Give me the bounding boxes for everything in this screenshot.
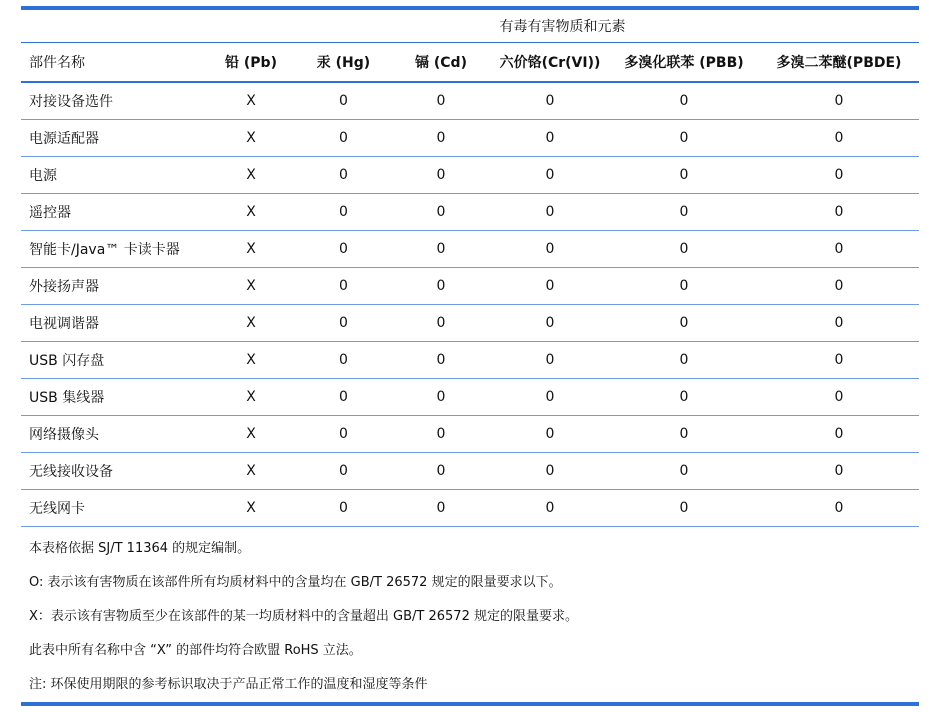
substance-value-cell: 0 [491,231,609,268]
substance-value-cell: 0 [491,305,609,342]
group-header: 有毒有害物质和元素 [206,10,919,43]
part-name-cell: USB 闪存盘 [21,342,206,379]
substance-value-cell: 0 [609,416,759,453]
substance-value-cell: 0 [391,82,491,120]
substance-value-cell: 0 [296,194,391,231]
substance-value-cell: X [206,416,296,453]
substance-value-cell: 0 [491,342,609,379]
substance-value-cell: 0 [759,416,919,453]
substance-value-cell: 0 [391,379,491,416]
substance-value-cell: 0 [759,453,919,490]
group-header-row [21,10,919,43]
part-name-cell: 电视调谐器 [21,305,206,342]
substance-value-cell: 0 [759,305,919,342]
substance-value-cell: 0 [759,82,919,120]
substance-value-cell: 0 [296,231,391,268]
hazardous-substances-table [21,10,919,527]
column-header-row [21,43,919,83]
substance-value-cell: 0 [491,379,609,416]
substance-value-cell: 0 [759,268,919,305]
substance-value-cell: 0 [609,342,759,379]
column-header: 部件名称 [29,55,85,71]
substance-value-cell: X [206,157,296,194]
part-name-cell: 外接扬声器 [21,268,206,305]
substance-value-cell: 0 [759,342,919,379]
substance-value-cell: 0 [609,120,759,157]
notes-section [29,540,909,710]
substance-value-cell: X [206,194,296,231]
substance-value-cell: 0 [491,416,609,453]
column-header: 铅 (Pb) [225,55,277,71]
substance-value-cell: 0 [491,268,609,305]
substance-value-cell: 0 [759,490,919,527]
part-name-cell: 无线接收设备 [21,453,206,490]
substance-value-cell: 0 [296,120,391,157]
substance-value-cell: X [206,268,296,305]
table-row [21,268,919,305]
table-row [21,453,919,490]
substance-value-cell: 0 [609,453,759,490]
substance-value-cell: 0 [296,453,391,490]
substance-value-cell: 0 [491,490,609,527]
part-name-cell: 智能卡/Java™ 卡读卡器 [21,231,206,268]
substance-value-cell: 0 [296,268,391,305]
substance-value-cell: 0 [759,157,919,194]
substance-value-cell: 0 [391,194,491,231]
table-row [21,194,919,231]
part-name-cell: 网络摄像头 [21,416,206,453]
table-row [21,416,919,453]
column-header: 多溴化联苯 (PBB) [624,55,744,71]
substance-value-cell: 0 [296,490,391,527]
substance-value-cell: 0 [296,416,391,453]
substance-value-cell: 0 [609,157,759,194]
part-name-cell: 对接设备选件 [21,82,206,120]
substance-value-cell: 0 [296,157,391,194]
substance-value-cell: 0 [491,120,609,157]
note: 此表中所有名称中含 “X” 的部件均符合欧盟 RoHS 立法。 [29,643,362,658]
table-row [21,120,919,157]
substance-value-cell: 0 [759,120,919,157]
table-row [21,231,919,268]
substance-value-cell: 0 [296,82,391,120]
substance-value-cell: X [206,82,296,120]
table-row [21,82,919,120]
part-name-cell: 遥控器 [21,194,206,231]
substance-value-cell: 0 [491,82,609,120]
table-row [21,490,919,527]
substance-value-cell: 0 [609,268,759,305]
part-name-cell: 无线网卡 [21,490,206,527]
part-name-cell: 电源 [21,157,206,194]
column-header: 多溴二苯醚(PBDE) [776,55,902,71]
substance-value-cell: X [206,120,296,157]
substance-value-cell: 0 [391,453,491,490]
part-name-cell: USB 集线器 [21,379,206,416]
column-header: 汞 (Hg) [316,55,371,71]
table-row [21,305,919,342]
substance-value-cell: 0 [609,305,759,342]
substance-value-cell: 0 [391,231,491,268]
substance-value-cell: 0 [391,416,491,453]
substance-value-cell: 0 [391,342,491,379]
substance-value-cell: 0 [609,231,759,268]
note: X：表示该有害物质至少在该部件的某一均质材料中的含量超出 GB/T 26572 规定的限量要求。 [29,609,578,624]
substance-value-cell: 0 [491,453,609,490]
substance-value-cell: 0 [759,231,919,268]
substance-value-cell: 0 [491,194,609,231]
substance-value-cell: 0 [391,490,491,527]
substance-value-cell: 0 [391,157,491,194]
substance-value-cell: X [206,379,296,416]
substance-value-cell: X [206,305,296,342]
substance-value-cell: X [206,490,296,527]
bottom-rule [21,702,919,706]
table-row [21,157,919,194]
column-header: 镉 (Cd) [415,55,467,71]
note: 注: 环保使用期限的参考标识取决于产品正常工作的温度和湿度等条件 [29,677,428,692]
substance-value-cell: 0 [609,82,759,120]
substance-value-cell: X [206,231,296,268]
substance-value-cell: 0 [296,342,391,379]
substance-value-cell: 0 [759,194,919,231]
table-row [21,342,919,379]
substance-value-cell: 0 [609,194,759,231]
part-name-cell: 电源适配器 [21,120,206,157]
substance-value-cell: 0 [391,120,491,157]
table-row [21,379,919,416]
substance-value-cell: 0 [296,305,391,342]
substance-value-cell: 0 [759,379,919,416]
substance-value-cell: 0 [609,490,759,527]
substance-value-cell: X [206,342,296,379]
substance-value-cell: X [206,453,296,490]
substance-value-cell: 0 [491,157,609,194]
substance-value-cell: 0 [296,379,391,416]
note: O: 表示该有害物质在该部件所有均质材料中的含量均在 GB/T 26572 规定的限量要求以下。 [29,575,562,590]
substance-value-cell: 0 [609,379,759,416]
note: 本表格依据 SJ/T 11364 的规定编制。 [29,541,251,556]
column-header: 六价铬(Cr(VI)) [499,55,601,71]
substance-value-cell: 0 [391,305,491,342]
substance-value-cell: 0 [391,268,491,305]
